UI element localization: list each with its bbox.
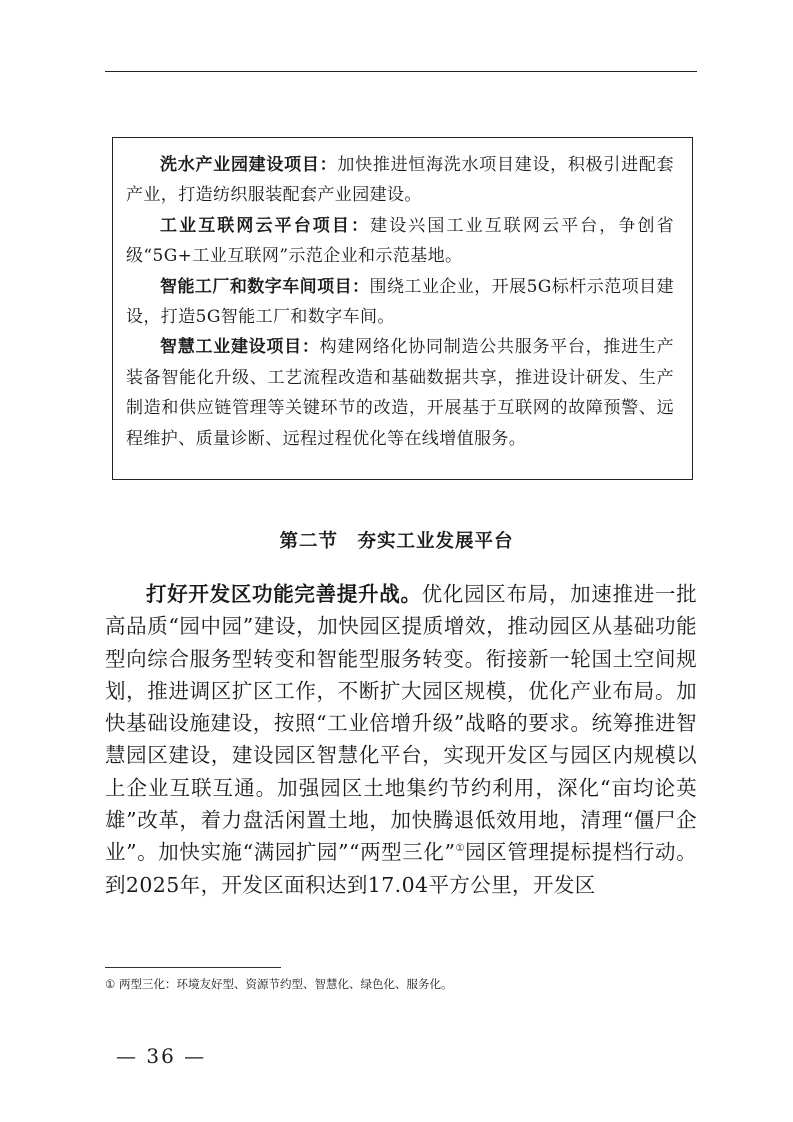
project-item xyxy=(126,150,674,211)
paragraph-text: 优化园区布局，加速推进一批高品质“园中园”建设，加快园区提质增效，推动园区从基础功能型向综合服务型转变和智能型服务转变。衔接新一轮国土空间规划，推进调区扩区工作，不断扩大园区规模，优化产业布局。加快基础设施建设，按照“工业倍增升级”战略的要求。统筹推进智慧园区建设，建设园区智慧化平台，实现开发区与园区内规模以上企业互联互通。加强园区土地集约节约利用，深化“亩均论英雄”改革，着力盘活闲置土地，加快腾退低效用地，清理“僵尸企业”。加快实施“满园扩园”“两型三化” xyxy=(105,582,698,865)
project-box xyxy=(112,137,693,480)
footnote: ① 两型三化：环境友好型、资源节约型、智慧化、绿色化、服务化。 xyxy=(105,977,453,991)
page-number: — 36 — xyxy=(116,1044,207,1068)
project-title: 智能工厂和数字车间项目： xyxy=(160,276,370,297)
project-text: 建设兴国工业互联网云平台，争创省级“5G+工业互联网”示范企业和示范基地。 xyxy=(126,215,675,267)
project-title: 工业互联网云平台项目： xyxy=(160,215,371,236)
paragraph-lead: 打好开发区功能完善提升战。 xyxy=(146,582,422,606)
project-text: 加快推进恒海洗水项目建设，积极引进配套产业，打造纺织服装配套产业园建设。 xyxy=(126,155,674,206)
project-item xyxy=(126,272,674,333)
project-title: 智慧工业建设项目： xyxy=(160,337,320,358)
project-item xyxy=(126,211,674,272)
project-text: 围绕工业企业，开展5G标杆示范项目建设，打造5G智能工厂和数字车间。 xyxy=(126,276,674,328)
project-title: 洗水产业园建设项目： xyxy=(160,155,338,175)
footnote-rule xyxy=(105,967,281,968)
body-paragraph xyxy=(105,578,697,901)
header-rule xyxy=(105,71,697,72)
project-text: 构建网络化协同制造公共服务平台，推进生产装备智能化升级、工艺流程改造和基础数据共享，推进设计研发、生产制造和供应链管理等关键环节的改造，开展基于互联网的故障预警、远程维护、质量诊断、远程过程优化等在线增值服务。 xyxy=(126,337,674,449)
section-title: 第二节 夯实工业发展平台 xyxy=(279,531,514,552)
project-item xyxy=(126,332,674,454)
paragraph-text-continued: 园区管理提标提档行动。到2025年，开发区面积达到17.04平方公里，开发区 xyxy=(105,840,697,897)
footnote-reference: ① xyxy=(455,843,466,855)
